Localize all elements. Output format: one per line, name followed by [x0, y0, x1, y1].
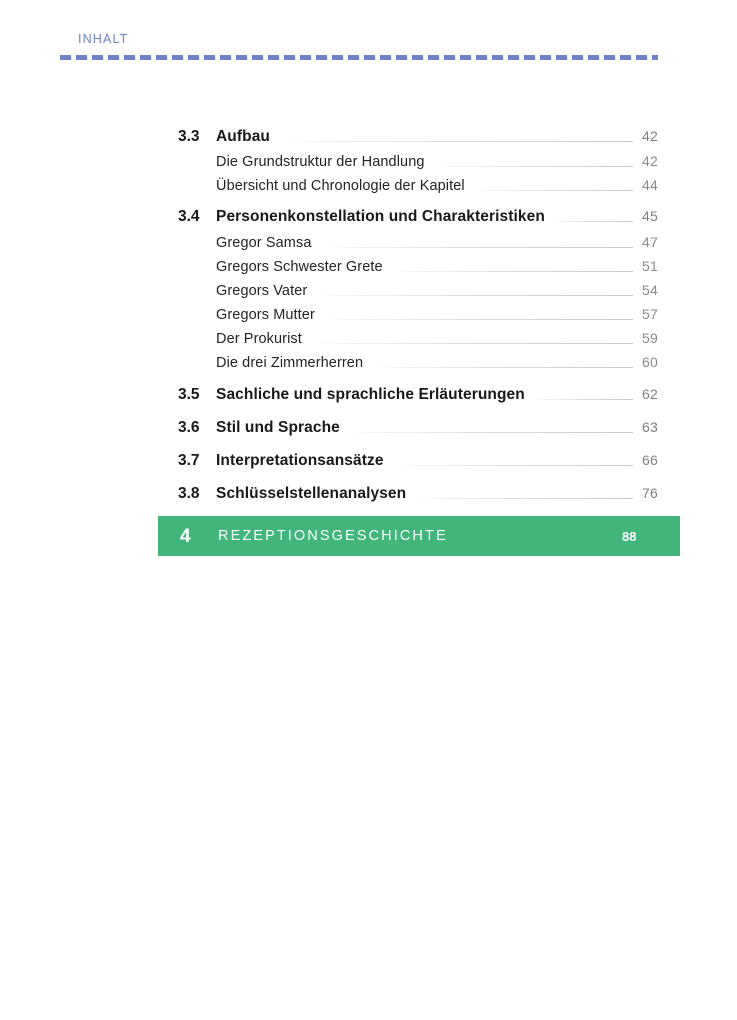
chapter-bar-rezeptionsgeschichte[interactable]	[158, 516, 680, 556]
toc-entry[interactable]	[178, 386, 680, 408]
toc-entry[interactable]	[178, 419, 680, 441]
toc-entry-page-number: 57	[642, 306, 658, 322]
chapter-bar-title: REZEPTIONSGESCHICHTE	[218, 527, 448, 544]
toc-leader-line	[554, 221, 633, 222]
toc-entry-page-number: 60	[642, 354, 658, 370]
toc-leader-line	[316, 295, 633, 296]
toc-entry-number: 3.4	[178, 208, 200, 225]
toc-entry-number: 3.3	[178, 128, 200, 145]
toc-entry-title: Interpretationsansätze	[216, 452, 384, 469]
toc-leader-line	[372, 367, 633, 368]
toc-entry[interactable]	[178, 258, 680, 280]
toc-entry-page-number: 51	[642, 258, 658, 274]
toc-leader-line	[279, 141, 633, 142]
toc-entry-page-number: 42	[642, 153, 658, 169]
toc-entry-page-number: 62	[642, 386, 658, 402]
toc-entry[interactable]	[178, 128, 680, 150]
header-dashed-rule	[60, 55, 658, 60]
toc-entry-title: Gregors Vater	[216, 283, 308, 299]
toc-leader-line	[321, 247, 634, 248]
toc-leader-line	[474, 190, 633, 191]
toc-entry[interactable]	[178, 282, 680, 304]
toc-entry[interactable]	[178, 177, 680, 199]
toc-leader-line	[392, 271, 633, 272]
toc-leader-line	[324, 319, 633, 320]
toc-entry[interactable]	[178, 485, 680, 507]
toc-entry-title: Personenkonstellation und Charakteristiken	[216, 208, 545, 225]
toc-entry-title: Gregors Mutter	[216, 307, 315, 323]
toc-entry-title: Schlüsselstellenanalysen	[216, 485, 407, 502]
toc-entry-title: Gregor Samsa	[216, 235, 312, 251]
toc-entry[interactable]	[178, 234, 680, 256]
toc-entry-number: 3.6	[178, 419, 200, 436]
toc-entry-number: 3.8	[178, 485, 200, 502]
toc-entry[interactable]	[178, 153, 680, 175]
toc-entry[interactable]	[178, 330, 680, 352]
toc-entry-number: 3.7	[178, 452, 200, 469]
toc-entry-title: Sachliche und sprachliche Erläuterungen	[216, 386, 525, 403]
toc-entry-title: Die drei Zimmerherren	[216, 355, 364, 371]
toc-entry-page-number: 54	[642, 282, 658, 298]
toc-entry-title: Gregors Schwester Grete	[216, 259, 383, 275]
toc-entry-page-number: 45	[642, 208, 658, 224]
toc-entry[interactable]	[178, 354, 680, 376]
toc-entry-title: Übersicht und Chronologie der Kapitel	[216, 178, 465, 194]
toc-entry-page-number: 47	[642, 234, 658, 250]
toc-entry-page-number: 76	[642, 485, 658, 501]
toc-leader-line	[311, 343, 633, 344]
toc-entry-title: Die Grundstruktur der Handlung	[216, 154, 425, 170]
toc-entry-title: Stil und Sprache	[216, 419, 340, 436]
toc-entry-title: Der Prokurist	[216, 331, 302, 347]
toc-leader-line	[349, 432, 633, 433]
toc-entry-page-number: 63	[642, 419, 658, 435]
toc-leader-line	[415, 498, 633, 499]
running-head-inhalt: INHALT	[78, 32, 129, 46]
toc-entry-page-number: 42	[642, 128, 658, 144]
toc-entry-title: Aufbau	[216, 128, 270, 145]
toc-leader-line	[434, 166, 633, 167]
toc-leader-line	[534, 399, 633, 400]
toc-leader-line	[393, 465, 633, 466]
toc-entry-number: 3.5	[178, 386, 200, 403]
chapter-bar-number: 4	[180, 525, 191, 547]
toc-entry[interactable]	[178, 208, 680, 230]
toc-entry[interactable]	[178, 306, 680, 328]
chapter-bar-page-number: 88	[622, 528, 637, 544]
toc-entry[interactable]	[178, 452, 680, 474]
toc-entry-page-number: 66	[642, 452, 658, 468]
toc-entry-page-number: 44	[642, 177, 658, 193]
toc-entry-page-number: 59	[642, 330, 658, 346]
